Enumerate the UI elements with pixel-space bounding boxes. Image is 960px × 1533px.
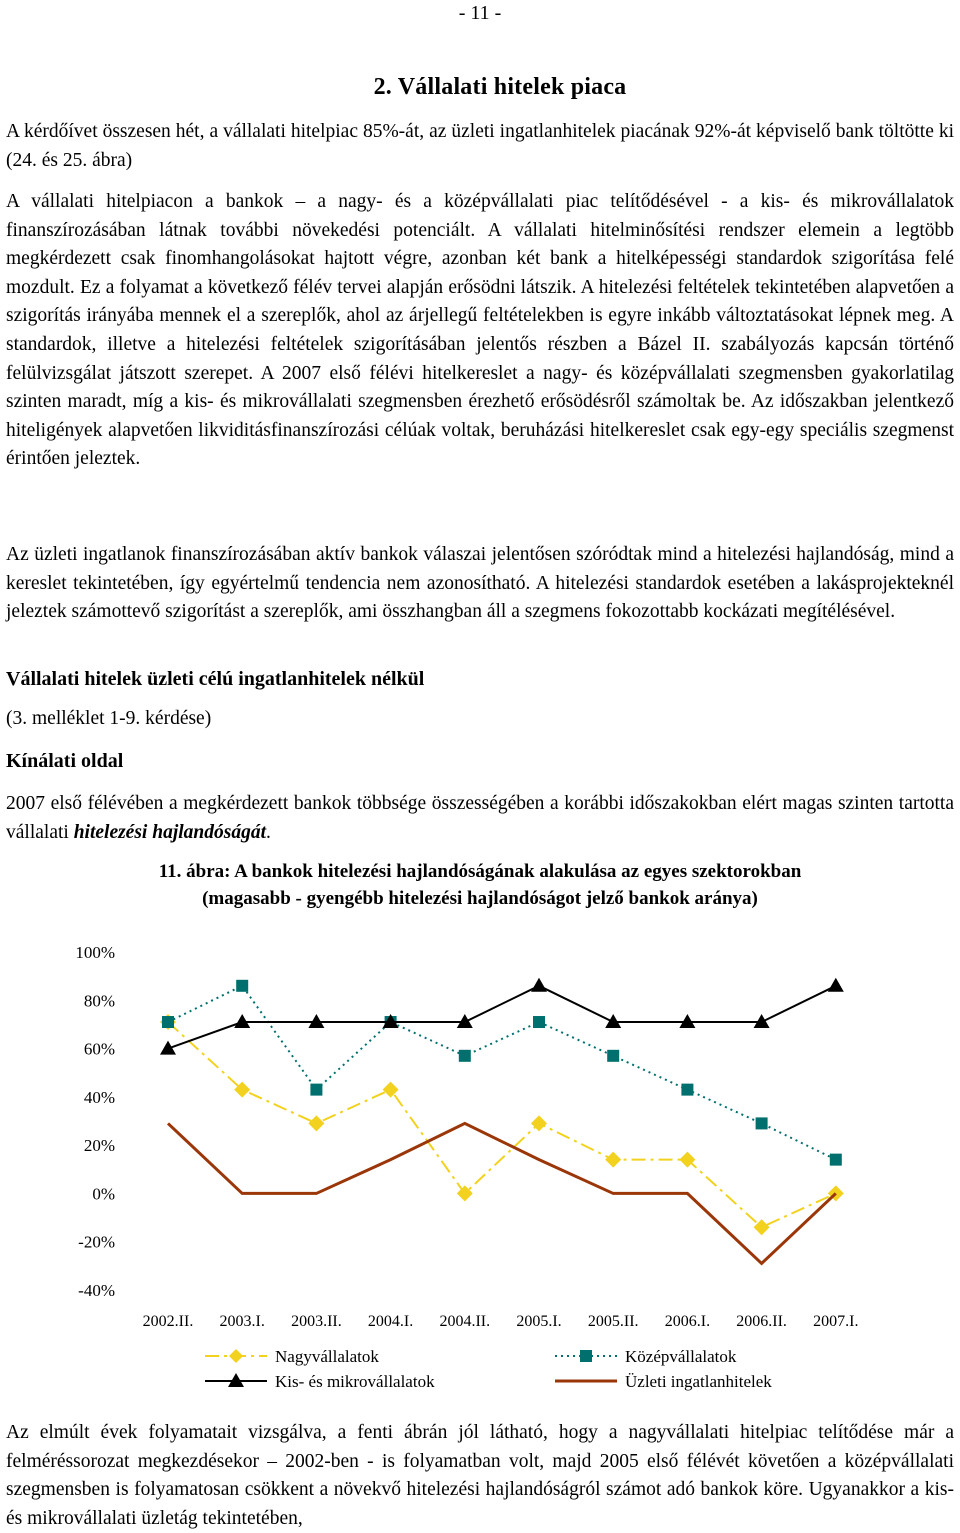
- x-tick-label: 2005.I.: [516, 1313, 562, 1330]
- paragraph-lending-willingness: [6, 790, 954, 847]
- legend-label--zleti-ingatlanhitelek: Üzleti ingatlanhitelek: [625, 1372, 772, 1391]
- x-tick-label: 2006.II.: [736, 1313, 787, 1330]
- x-tick-label: 2005.II.: [587, 1313, 639, 1330]
- data-point-k-z-pv-llalatok: [236, 980, 248, 992]
- y-tick-label: 20%: [83, 1136, 115, 1156]
- figure-title-line2: (magasabb - gyengébb hitelezési hajlandóságot jelző bankok aránya): [202, 888, 758, 909]
- y-tick-label: -40%: [78, 1281, 115, 1300]
- data-point-k-z-pv-llalatok: [310, 1084, 322, 1096]
- subheading-supply-side: Kínálati oldal: [6, 750, 124, 772]
- x-tick-label: 2002.II.: [142, 1313, 194, 1330]
- y-tick-label: -20%: [78, 1232, 115, 1252]
- paragraph-end: .: [266, 821, 271, 843]
- annex-reference: (3. melléklet 1-9. kérdése): [6, 708, 212, 729]
- x-tick-label: 2007.I.: [813, 1313, 859, 1330]
- legend-label-kis-s-mikrov-llalatok: Kis- és mikrovállalatok: [275, 1372, 435, 1391]
- paragraph-commercial-real-estate: Az üzleti ingatlanok finanszírozásában aktív bankok válaszai jelentősen szóródtak mind a hitelezési hajlandóság, mind a kereslet tekintetében, így egyértelmű tendencia nem azonosítható. A hitelezési standardok esetében a lakásprojekteknél jeleztek számottevő szigorítást a szereplők, ami összhangban áll a szegmens fokozottabb kockázati megítélésével.: [6, 544, 954, 623]
- data-point-k-z-pv-llalatok: [162, 1016, 174, 1028]
- legend-marker-nagyv-llalatok: [229, 1349, 243, 1363]
- data-point-nagyv-llalatok: [383, 1082, 399, 1098]
- y-tick-label: 80%: [83, 991, 115, 1011]
- data-point-nagyv-llalatok: [605, 1152, 621, 1168]
- data-point-k-z-pv-llalatok: [459, 1050, 471, 1062]
- x-tick-label: 2004.I.: [367, 1313, 414, 1330]
- x-tick-label: 2006.I.: [664, 1313, 711, 1330]
- section-title: 2. Vállalati hitelek piaca: [373, 74, 627, 100]
- paragraph-text: 2007 első félévében a megkérdezett bankok többsége összességében a korábbi időszakokban elért magas szinten tartotta vállalati: [6, 793, 954, 843]
- series-line-k-z-pv-llalatok: [168, 986, 836, 1160]
- y-tick-label: 60%: [83, 1039, 115, 1059]
- data-point-k-z-pv-llalatok: [607, 1050, 619, 1062]
- data-point-nagyv-llalatok: [308, 1115, 324, 1131]
- x-tick-label: 2003.II.: [291, 1313, 342, 1330]
- data-point-k-z-pv-llalatok: [756, 1117, 768, 1129]
- paragraph-intro: A kérdőívet összesen hét, a vállalati hitelpiac 85%-át, az üzleti ingatlanhitelek piacának 92%-át képviselő bank töltötte ki (24. és 25. ábra): [6, 121, 954, 171]
- page-number: - 11 -: [458, 2, 502, 24]
- subheading-corporate-loans: Vállalati hitelek üzleti célú ingatlanhitelek nélkül: [6, 668, 425, 690]
- figure-title: [80, 858, 880, 912]
- paragraph-trends: Az elmúlt évek folyamatait vizsgálva, a fenti ábrán jól látható, hogy a nagyvállalati hitelpiac telítődése már a felméréssorozat megkezdésekor – 2002-ben - is folyamatban volt, majd 2005 első félévét követően a középvállalati szegmensben is folyamatosan csökkent a növekvő hitelezési hajlandóságról számot adó bankok köre. Ugyanakkor a kis- és mikrovállalati üzletág tekintetében,: [6, 1422, 954, 1529]
- data-point-k-z-pv-llalatok: [830, 1154, 842, 1166]
- y-tick-label: 100%: [75, 943, 115, 962]
- legend-label-k-z-pv-llalatok: Középvállalatok: [625, 1347, 737, 1366]
- data-point-k-z-pv-llalatok: [533, 1016, 545, 1028]
- paragraph-corporate-market: A vállalati hitelpiacon a bankok – a nagy- és a középvállalati piac telítődésével - a kis- és mikrovállalatok finanszírozásában látnak további növekedési potenciált. A vállalati hitelminősítési rendszer elemein a legtöbb megkérdezett csak finomhangolásokat hajtott végre, azonban két bank a hitelképességi standardok szigorítása felé mozdult. Ez a folyamat a következő félév tervei alapján erősödni látszik. A hitelezési feltételek tekintetében alapvetően a szigorítás irányába mennek el a szereplők, ahol az árjellegű feltételekben is egyre inkább változtatásokat lépnek meg. A standardok, illetve a hitelezési feltételek szigorításában jelentős részben a Bázel II. szabályozás kapcsán történő felülvizsgálat játszott szerepet. A 2007 első félévi hitelkereslet a nagy- és középvállalati szegmensben gyakorlatilag szinten maradt, míg a kis- és mikrovállalati szegmensben érezhető erősödésről számoltak be. Az időszakban jelentkező hiteligények alapvetően likviditásfinanszírozási célúak voltak, beruházási hitelkereslet csak egy-egy speciális szegmenst érintően jeleztek.: [6, 191, 954, 470]
- y-tick-label: 0%: [92, 1184, 115, 1204]
- series-line--zleti-ingatlanhitelek: [168, 1123, 836, 1263]
- y-tick-label: 40%: [83, 1087, 115, 1107]
- data-point-k-z-pv-llalatok: [681, 1084, 693, 1096]
- legend-label-nagyv-llalatok: Nagyvállalatok: [275, 1347, 379, 1366]
- emphasis-lending-willingness: hitelezési hajlandóságát: [73, 821, 267, 843]
- data-point-kis-s-mikrov-llalatok: [828, 978, 844, 992]
- x-tick-label: 2003.I.: [219, 1313, 265, 1330]
- data-point-kis-s-mikrov-llalatok: [531, 978, 547, 992]
- line-chart: [0, 928, 960, 1398]
- legend-marker-k-z-pv-llalatok: [580, 1350, 592, 1362]
- data-point-nagyv-llalatok: [531, 1115, 547, 1131]
- series-line-nagyv-llalatok: [168, 1022, 836, 1227]
- x-tick-label: 2004.II.: [439, 1313, 491, 1330]
- figure-title-line1: 11. ábra: A bankok hitelezési hajlandóságának alakulása az egyes szektorokban: [158, 861, 802, 882]
